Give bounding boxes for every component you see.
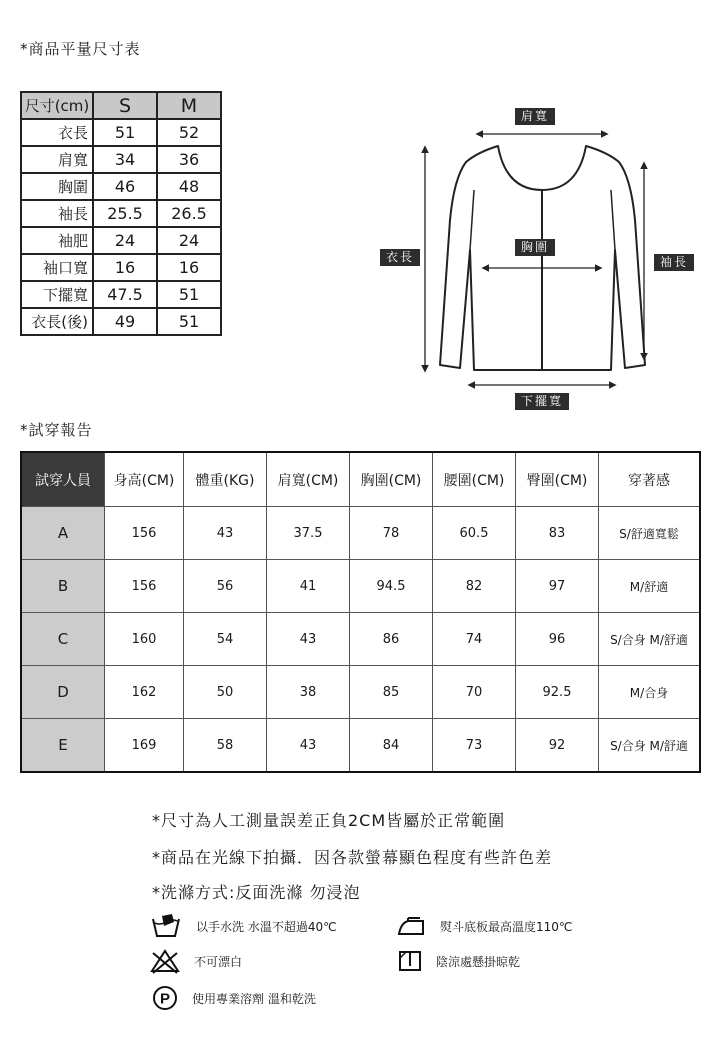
header-height: 身高(CM) xyxy=(105,452,184,507)
care-dry-clean-text: 使用專業溶劑 溫和乾洗 xyxy=(192,991,316,1006)
tester-fit: M/合身 xyxy=(599,666,701,719)
care-iron-text: 熨斗底板最高溫度110℃ xyxy=(440,919,573,934)
tester-name: B xyxy=(21,560,105,613)
tester-height: 160 xyxy=(105,613,184,666)
size-s-value: 49 xyxy=(93,308,157,335)
tryon-row xyxy=(21,719,700,773)
size-m-value: 16 xyxy=(157,254,221,281)
tester-height: 169 xyxy=(105,719,184,773)
size-m-value: 51 xyxy=(157,308,221,335)
header-hip: 臀圍(CM) xyxy=(516,452,599,507)
header-tester: 試穿人員 xyxy=(21,452,105,507)
size-s-value: 16 xyxy=(93,254,157,281)
tester-chest: 84 xyxy=(350,719,433,773)
header-size-m: M xyxy=(157,92,221,119)
size-m-value: 24 xyxy=(157,227,221,254)
tester-weight: 54 xyxy=(184,613,267,666)
tester-shoulder: 38 xyxy=(267,666,350,719)
tryon-row xyxy=(21,560,700,613)
tryon-row xyxy=(21,666,700,719)
header-fit: 穿著感 xyxy=(599,452,701,507)
size-s-value: 46 xyxy=(93,173,157,200)
tryon-title: *試穿報告 xyxy=(20,421,93,439)
tryon-row xyxy=(21,613,700,666)
tester-hip: 92 xyxy=(516,719,599,773)
tester-shoulder: 43 xyxy=(267,719,350,773)
size-row xyxy=(21,200,221,227)
garment-diagram xyxy=(378,100,698,410)
size-row-label: 衣長 xyxy=(21,119,93,146)
header-size-unit: 尺寸(cm) xyxy=(21,92,93,119)
size-row xyxy=(21,254,221,281)
size-row-label: 下擺寬 xyxy=(21,281,93,308)
diagram-label-shoulder: 肩寬 xyxy=(515,108,555,125)
size-row xyxy=(21,146,221,173)
size-table-header xyxy=(21,92,221,119)
tryon-table xyxy=(20,451,701,773)
tester-fit: M/舒適 xyxy=(599,560,701,613)
tester-hip: 83 xyxy=(516,507,599,560)
tester-fit: S/舒適寬鬆 xyxy=(599,507,701,560)
header-size-s: S xyxy=(93,92,157,119)
size-row xyxy=(21,119,221,146)
tester-weight: 43 xyxy=(184,507,267,560)
tester-chest: 85 xyxy=(350,666,433,719)
size-row-label: 袖肥 xyxy=(21,227,93,254)
tester-chest: 78 xyxy=(350,507,433,560)
tester-shoulder: 37.5 xyxy=(267,507,350,560)
care-shade-dry-text: 陰涼處懸掛晾乾 xyxy=(436,954,521,969)
hand-wash-icon xyxy=(150,913,182,939)
tester-waist: 70 xyxy=(433,666,516,719)
tester-name: C xyxy=(21,613,105,666)
size-row xyxy=(21,227,221,254)
size-row-label: 袖口寬 xyxy=(21,254,93,281)
tester-shoulder: 43 xyxy=(267,613,350,666)
care-shade-dry xyxy=(398,950,520,972)
tester-hip: 96 xyxy=(516,613,599,666)
tester-chest: 86 xyxy=(350,613,433,666)
tester-waist: 60.5 xyxy=(433,507,516,560)
size-row xyxy=(21,173,221,200)
care-dry-clean xyxy=(152,985,316,1011)
tester-waist: 74 xyxy=(433,613,516,666)
tester-name: E xyxy=(21,719,105,773)
diagram-label-sleeve: 袖長 xyxy=(654,254,694,271)
tester-shoulder: 41 xyxy=(267,560,350,613)
size-m-value: 48 xyxy=(157,173,221,200)
dry-clean-p-icon xyxy=(152,985,178,1011)
size-s-value: 25.5 xyxy=(93,200,157,227)
size-m-value: 36 xyxy=(157,146,221,173)
tester-height: 156 xyxy=(105,560,184,613)
size-s-value: 47.5 xyxy=(93,281,157,308)
size-row xyxy=(21,308,221,335)
tester-height: 156 xyxy=(105,507,184,560)
tester-height: 162 xyxy=(105,666,184,719)
hang-dry-shade-icon xyxy=(398,950,422,972)
tester-fit: S/合身 M/舒適 xyxy=(599,719,701,773)
diagram-label-length: 衣長 xyxy=(380,249,420,266)
header-shoulder: 肩寬(CM) xyxy=(267,452,350,507)
size-row-label: 衣長(後) xyxy=(21,308,93,335)
tester-hip: 92.5 xyxy=(516,666,599,719)
note-color: *商品在光線下拍攝．因各款螢幕顯色程度有些許色差 xyxy=(152,848,553,867)
header-chest: 胸圍(CM) xyxy=(350,452,433,507)
iron-icon xyxy=(396,915,426,937)
tester-weight: 56 xyxy=(184,560,267,613)
diagram-label-chest: 胸圍 xyxy=(515,239,555,256)
tester-weight: 58 xyxy=(184,719,267,773)
care-no-bleach-text: 不可漂白 xyxy=(194,954,243,969)
tester-waist: 82 xyxy=(433,560,516,613)
tester-hip: 97 xyxy=(516,560,599,613)
tester-name: A xyxy=(21,507,105,560)
tester-chest: 94.5 xyxy=(350,560,433,613)
size-m-value: 52 xyxy=(157,119,221,146)
size-table-title: *商品平量尺寸表 xyxy=(20,40,141,58)
size-s-value: 34 xyxy=(93,146,157,173)
note-measurement: *尺寸為人工測量誤差正負2CM皆屬於正常範圍 xyxy=(152,811,506,830)
note-washing: *洗滌方式:反面洗滌 勿浸泡 xyxy=(152,883,361,902)
no-bleach-icon xyxy=(150,948,180,974)
tester-name: D xyxy=(21,666,105,719)
tester-fit: S/合身 M/舒適 xyxy=(599,613,701,666)
tester-weight: 50 xyxy=(184,666,267,719)
size-row-label: 胸圍 xyxy=(21,173,93,200)
size-table xyxy=(20,91,222,336)
size-row-label: 袖長 xyxy=(21,200,93,227)
tester-waist: 73 xyxy=(433,719,516,773)
care-iron xyxy=(396,915,572,937)
size-s-value: 51 xyxy=(93,119,157,146)
header-waist: 腰圍(CM) xyxy=(433,452,516,507)
care-hand-wash-text: 以手水洗 水溫不超過40℃ xyxy=(196,919,337,934)
tryon-header xyxy=(21,452,700,507)
size-m-value: 51 xyxy=(157,281,221,308)
size-row xyxy=(21,281,221,308)
size-m-value: 26.5 xyxy=(157,200,221,227)
diagram-label-hem: 下擺寬 xyxy=(515,393,569,410)
header-weight: 體重(KG) xyxy=(184,452,267,507)
size-s-value: 24 xyxy=(93,227,157,254)
size-row-label: 肩寬 xyxy=(21,146,93,173)
tryon-row xyxy=(21,507,700,560)
care-no-bleach xyxy=(150,948,242,974)
dry-clean-symbol: P xyxy=(159,990,171,1008)
care-hand-wash xyxy=(150,913,337,939)
